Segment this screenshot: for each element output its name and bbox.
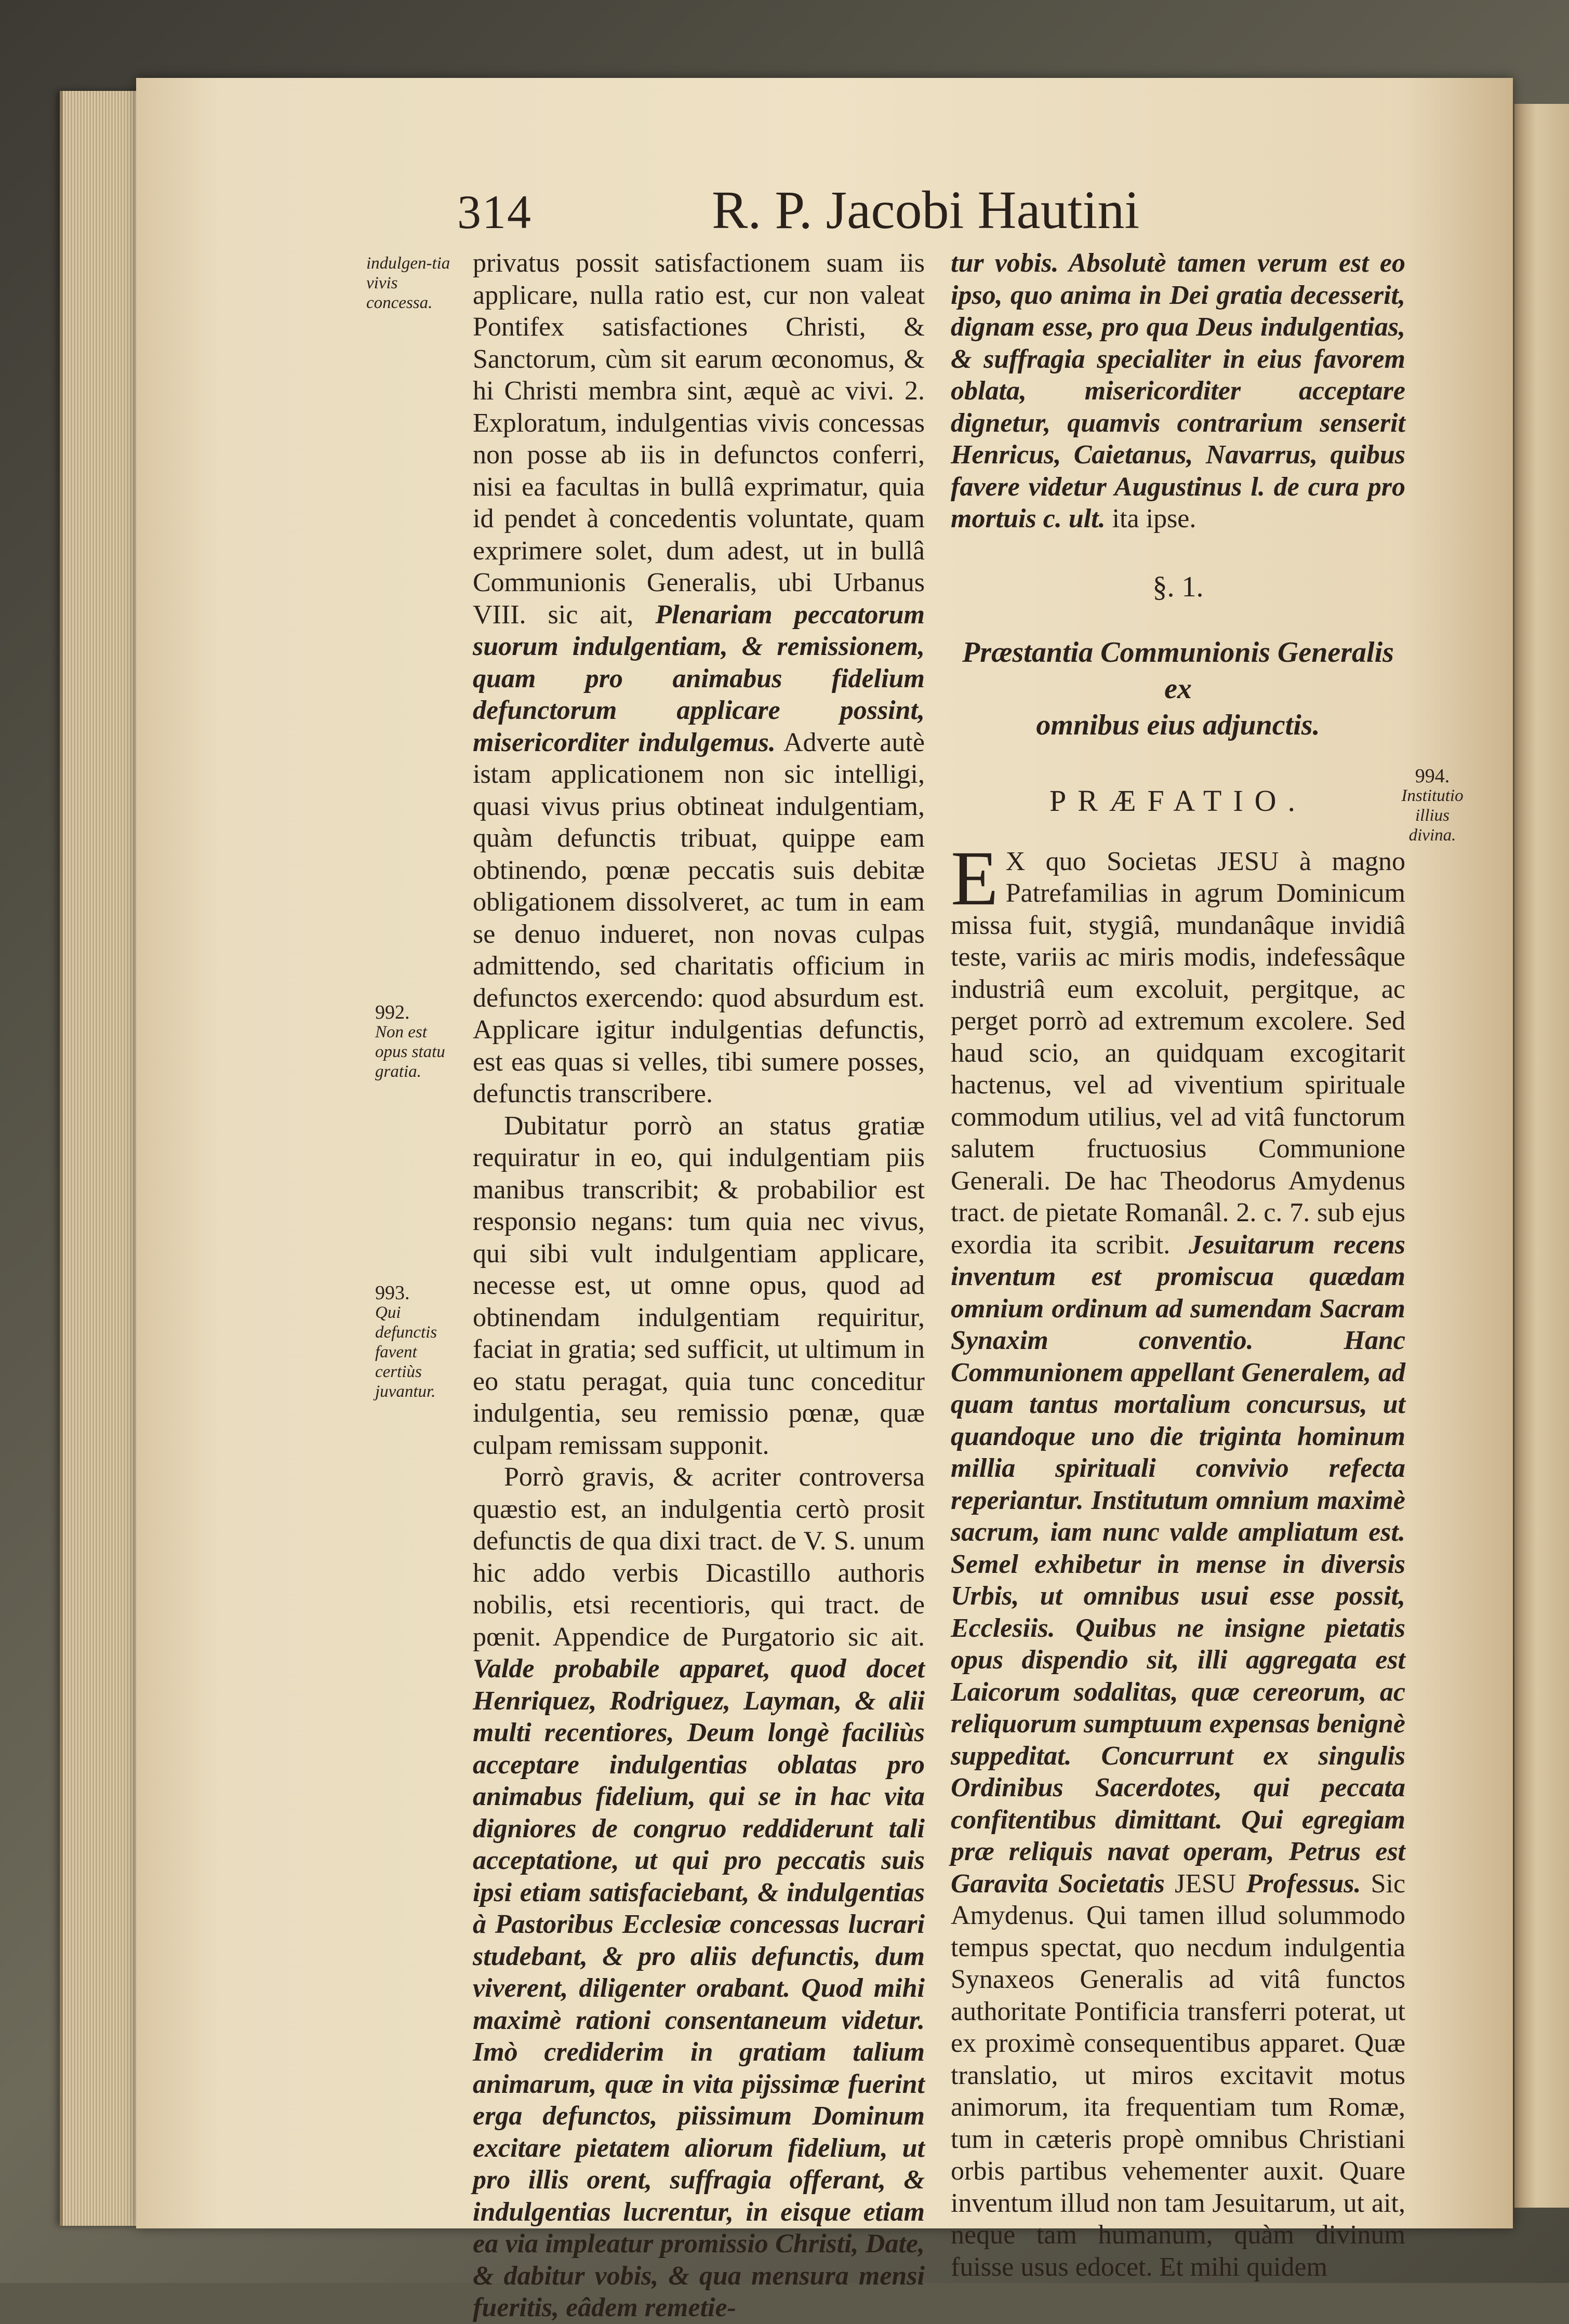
section-title-line: omnibus eius adjunctis. [1036,709,1320,741]
margin-note-text: Qui defunctis favent certiùs juvantur. [375,1303,437,1401]
margin-note-number: 994. [1415,765,1450,787]
margin-note-indulgentia: indulgen-tia vivis concessa. [366,254,450,312]
amydenus-quotation: Jesuitarum recens inventum est promiscua quædam omnium ordinum ad sumendam Sacram Synaxim conventio. Hanc Communionem appellant Generalem, ad quam tantus mortalium concursus, ut quandoque uno die triginta hominum millia spirituali convivio refecta reperiantur. Institutum omnium maximè sacrum, iam nunc valde ampliatum est. Semel exhibetur in mense in diversis Urbis, ut omnibus usui esse possit, Ecclesiis. Quibus ne insigne pietatis opus dispendio sit, illi aggregata est Laicorum sodalitas, quæ cereorum, ac reliquorum sumptuum expensas benignè suppeditat. Concurrunt ex singulis Ordinibus Sacerdotes, qui peccata confitentibus dimittant. Qui egregiam præ reliquis navat operam, Petrus est Garavita Societatis [951,1230,1405,1899]
jesu-smallcaps: JESU [1174,1868,1236,1899]
paragraph [473,247,925,1110]
page-block-edge [60,91,141,2226]
section-title-line: Præstantia Communionis Generalis ex [962,636,1394,705]
dicastillo-quotation: Valde probabile apparet, quod docet Henriquez, Rodriguez, Layman, & alii multi recentiores, Deum longè faciliùs acceptare indulgentias oblatas pro animabus fidelium, qui se in hac vita digniores de congruo reddiderunt tali acceptatione, ut qui pro peccatis suis ipsi etiam satisfaciebant, & indulgentias à Pastoribus Ecclesiæ concessas lucrari studebant, & pro aliis defunctis, dum viverent, diligenter orabant. Quod mihi maximè rationi consentaneum videtur. Imò crediderim in gratiam talium animarum, quæ in vita pijssimæ fuerint erga defunctos, piissimum Dominum excitare pietatem aliorum fidelium, ut pro illis orent, suffragia offerant, & indulgentias lucrentur, in eisque etiam ea via impleatur promissio Christi, Date, & dabitur vobis, & qua mensura mensi fueritis, eâdem remetie- [473,1654,925,2322]
section-mark: §. 1. [1152,570,1204,603]
bull-quotation: Plenariam peccatorum suorum indulgentiam, & remissionem, quam pro animabus fidelium defunctorum applicare possint, misericorditer indulgemus. [473,599,925,757]
paragraph-text: ita ipse. [1112,504,1196,533]
paragraph-text: X quo Societas JESU à magno Patrefamilias in agrum Dominicum missa fuit, stygiâ, mundanâque invidiâ teste, variis ac miris modis, indefessâque industriâ eum excoluit, pergitque, ac perget porrò ad extremum excolere. Sed haud scio, an quidquam excogitarit hactenus, vel ad viventium spirituale commodum utilius, vel ad vitâ functorum salutem fructuosius Communione Generali. De hac Theodorus Amydenus tract. de pietate Romanâl. 2. c. 7. sub ejus exordia ita scribit. [951,846,1405,1260]
margin-note-993 [375,1283,463,1401]
drop-cap: E [951,835,999,921]
margin-note-number: 992. [375,1001,410,1023]
margin-note-992 [375,1003,463,1081]
facing-page-edge [1514,104,1569,2208]
left-column [473,247,925,2324]
section-title [951,634,1405,743]
paragraph-text: Sic Amydenus. Qui tamen illud solummodo tempus spectat, quo necdum indulgentia Synaxeos Generalis ad vitâ functos authoritate Pontificia transferri poterat, ut ex proximè consequentibus apparet. Quæ translatio, ut miros excitavit motus animorum, ita frequentiam tum Romæ, tum in cæteris propè omnibus Christiani orbis partibus vehementer auxit. Quare inventum illud non tam Jesuitarum, ut ait, neque tam humanum, quàm divinum fuisse usus edocet. Et mihi quidem [951,1868,1406,2282]
preface-heading: PRÆFATIO. [1049,784,1307,818]
right-column [951,247,1405,2283]
page-number: 314 [457,185,532,238]
paragraph-993 [473,1461,925,2324]
margin-note-text: Non est opus statu gratia. [375,1023,445,1081]
paragraph-992: Dubitatur porrò an status gratiæ requiratur in eo, qui indulgentiam piis manibus transcribit; & probabilior est responsio negans: tum quia nec vivus, qui sibi vult indulgentiam applicare, necesse est, ut omne opus, quod ad obtinendam indulgentiam requiritur, faciat in gratia; sed sufficit, ut ultimum in eo statu peragat, quia tunc conceditur indulgentia, seu remissio pœnæ, quæ culpam remissam supponit. [473,1111,925,1460]
running-head: R. P. Jacobi Hautini [712,180,1140,240]
paragraph-text: Porrò gravis, & acriter controversa quæstio est, an indulgentia certò prosit defunctis de qua dixi tract. de V. S. unum hic addo verbis Dicastillo authoris nobilis, etsi recentioris, qui tract. de pœnit. Appendice de Purgatorio sic ait. [473,1462,925,1652]
margin-note-number: 993. [375,1282,410,1304]
margin-note-text: Institutio illius divina. [1401,786,1464,845]
margin-note-994 [1399,766,1466,845]
paragraph-994 [951,835,1406,2283]
paragraph [951,247,1405,535]
quotation-end: Professus. [1246,1868,1361,1899]
quotation-continued: tur vobis. Absolutè tamen verum est eo ipso, quo anima in Dei gratia decesserit, dignam esse, pro qua Deus indulgentias, & suffragia specialiter in eius favorem oblata, misericorditer acceptare dignetur, quamvis contrarium senserit Henricus, Caietanus, Navarrus, quibus favere videtur Augustinus l. de cura pro mortuis c. ult. [951,248,1405,533]
paragraph-text: Adverte autè istam applicationem non sic intelligi, quasi vivus prius obtineat indulgentiam, quàm defunctis tribuat, quippe eam obtinendo, pœnæ peccatis suis debitæ obligationem dissolveret, ac tum in eam se denuo indueret, non novas culpas admittendo, sed charitatis officium in defunctos exercendo: quod absurdum est. Applicare igitur indulgentias defunctis, est eas quas si velles, tibi sumere posses, defunctis transcribere. [473,727,925,1108]
paragraph-text: privatus possit satisfactionem suam iis applicare, nulla ratio est, cur non valeat Pontifex satisfactiones Christi, & Sanctorum, cùm sit earum œconomus, & hi Christi membra sint, æquè ac vivi. 2. Exploratum, indulgentias vivis concessas non posse ab iis in defunctos conferri, nisi ea facultas in bullâ exprimatur, quia id pendet à concedentis voluntate, quam exprimere solet, dum adest, ut in bullâ Communionis Generalis, ubi Urbanus VIII. sic ait, [473,248,925,630]
